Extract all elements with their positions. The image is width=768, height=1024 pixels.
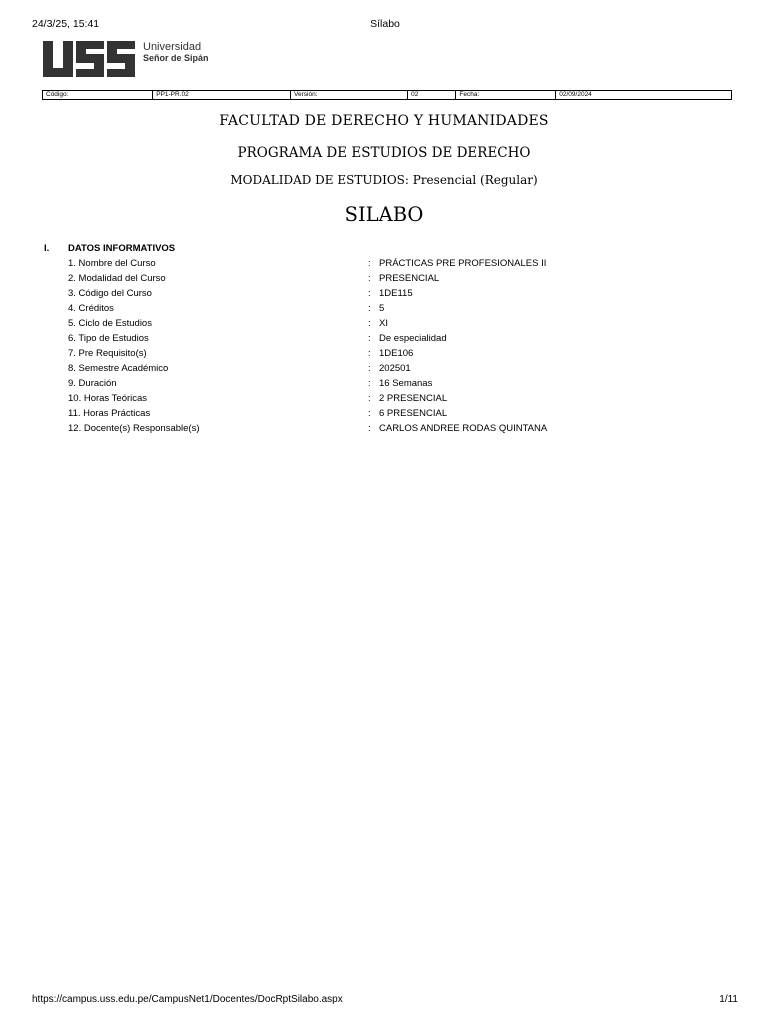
logo-university-text: Universidad bbox=[143, 41, 202, 53]
info-value: 6 PRESENCIAL bbox=[379, 408, 448, 419]
program-heading: PROGRAMA DE ESTUDIOS DE DERECHO bbox=[237, 145, 531, 161]
info-separator: : bbox=[368, 408, 371, 419]
info-value: 16 Semanas bbox=[379, 378, 433, 389]
info-row bbox=[0, 408, 768, 423]
info-row bbox=[0, 303, 768, 318]
uss-logo bbox=[42, 41, 242, 81]
info-label: 1. Nombre del Curso bbox=[68, 258, 156, 269]
info-value: 1DE115 bbox=[379, 288, 413, 299]
info-separator: : bbox=[368, 363, 371, 374]
info-value: 202501 bbox=[379, 363, 411, 374]
info-separator: : bbox=[368, 258, 371, 269]
version-label: Versión: bbox=[291, 91, 408, 100]
info-row bbox=[0, 318, 768, 333]
version-value: 02 bbox=[408, 91, 456, 100]
section-number: I. bbox=[44, 243, 50, 254]
info-value: CARLOS ANDREE RODAS QUINTANA bbox=[379, 423, 548, 434]
info-label: 5. Ciclo de Estudios bbox=[68, 318, 152, 329]
faculty-heading: FACULTAD DE DERECHO Y HUMANIDADES bbox=[219, 113, 549, 129]
uss-logo-mark bbox=[42, 41, 138, 78]
print-datetime: 24/3/25, 15:41 bbox=[32, 18, 100, 30]
info-row bbox=[0, 348, 768, 363]
document-title: SILABO bbox=[344, 203, 424, 226]
info-label: 3. Código del Curso bbox=[68, 288, 152, 299]
info-separator: : bbox=[368, 348, 371, 359]
info-separator: : bbox=[368, 393, 371, 404]
info-value: De especialidad bbox=[379, 333, 447, 344]
info-row bbox=[0, 423, 768, 438]
info-label: 7. Pre Requisito(s) bbox=[68, 348, 147, 359]
info-label: 2. Modalidad del Curso bbox=[68, 273, 166, 284]
fecha-value: 02/09/2024 bbox=[556, 91, 732, 100]
info-row bbox=[0, 288, 768, 303]
info-separator: : bbox=[368, 318, 371, 329]
info-separator: : bbox=[368, 378, 371, 389]
info-row bbox=[0, 393, 768, 408]
info-label: 8. Semestre Académico bbox=[68, 363, 169, 374]
info-row bbox=[0, 378, 768, 393]
page-url: https://campus.uss.edu.pe/CampusNet1/Docentes/DocRptSilabo.aspx bbox=[32, 994, 343, 1005]
print-title: Sílabo bbox=[370, 18, 400, 30]
info-label: 10. Horas Teóricas bbox=[68, 393, 148, 404]
codigo-label: Código: bbox=[43, 91, 153, 100]
page-number: 1/11 bbox=[719, 994, 738, 1005]
info-separator: : bbox=[368, 273, 371, 284]
info-row bbox=[0, 258, 768, 273]
print-header bbox=[32, 18, 738, 32]
info-label: 11. Horas Prácticas bbox=[68, 408, 151, 419]
info-label: 12. Docente(s) Responsable(s) bbox=[68, 423, 200, 434]
info-value: XI bbox=[379, 318, 388, 329]
info-value: 2 PRESENCIAL bbox=[379, 393, 448, 404]
info-row bbox=[0, 363, 768, 378]
info-separator: : bbox=[368, 423, 371, 434]
info-value: 5 bbox=[379, 303, 385, 314]
codigo-value: PP1-PR.02 bbox=[153, 91, 291, 100]
info-separator: : bbox=[368, 333, 371, 344]
modality-heading: MODALIDAD DE ESTUDIOS: Presencial (Regular) bbox=[230, 173, 538, 187]
info-value: 1DE106 bbox=[379, 348, 414, 359]
info-label: 4. Créditos bbox=[68, 303, 114, 314]
info-value: PRESENCIAL bbox=[379, 273, 440, 284]
logo-sipan-text: Señor de Sipán bbox=[143, 53, 209, 63]
info-row bbox=[0, 273, 768, 288]
info-value: PRÁCTICAS PRE PROFESIONALES II bbox=[379, 258, 547, 269]
info-row bbox=[0, 333, 768, 348]
section-title: DATOS INFORMATIVOS bbox=[68, 243, 176, 254]
info-separator: : bbox=[368, 303, 371, 314]
info-label: 6. Tipo de Estudios bbox=[68, 333, 149, 344]
document-control-table bbox=[42, 90, 732, 100]
info-label: 9. Duración bbox=[68, 378, 117, 389]
fecha-label: Fecha: bbox=[456, 91, 556, 100]
info-separator: : bbox=[368, 288, 371, 299]
